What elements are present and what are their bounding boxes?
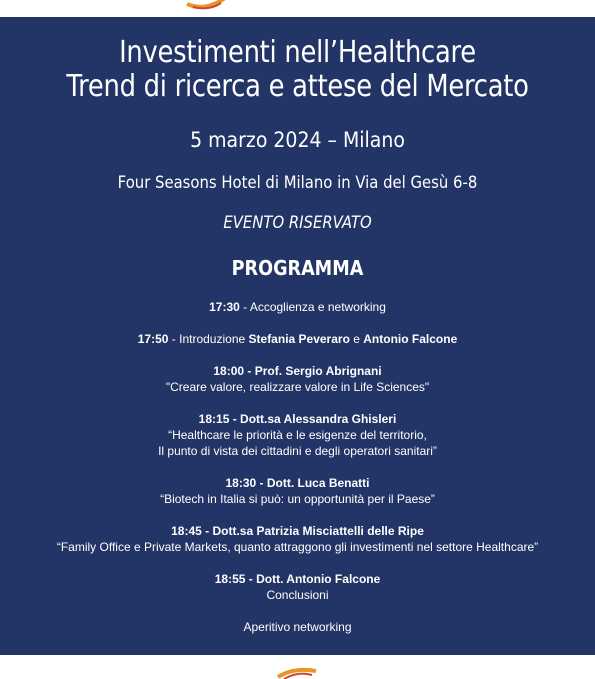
programme-item-6-detail: “Family Office e Private Markets, quanto attraggono gli investimenti nel settore Healthcare”	[56, 540, 539, 554]
programme-item-3-detail: "Creare valore, realizzare valore in Life Sciences"	[165, 380, 430, 394]
event-venue: Four Seasons Hotel di Milano in Via del Gesù 6-8	[117, 173, 478, 192]
logo-mark-top	[185, 0, 229, 10]
item-text: Introduzione	[179, 332, 249, 346]
programme-item-8: Aperitivo networking	[243, 620, 352, 634]
speaker-name: Stefania Peveraro	[248, 332, 350, 346]
item-text: Accoglienza e networking	[249, 300, 386, 314]
programme-item-5-heading: 18:30 - Dott. Luca Benatti	[225, 476, 370, 490]
programme-item-4-heading: 18:15 - Dott.sa Alessandra Ghisleri	[198, 412, 397, 426]
programme-item-6-heading: 18:45 - Dott.sa Patrizia Misciattelli delle Ripe	[171, 524, 424, 538]
programme-item-5-detail: “Biotech in Italia si può: un opportunità per il Paese”	[160, 492, 435, 506]
logo-mark-bottom	[272, 665, 322, 679]
event-title-line2: Trend di ricerca e attese del Mercato	[66, 69, 529, 104]
programme-item-3-heading: 18:00 - Prof. Sergio Abrignani	[213, 364, 382, 378]
programme-item-2: 17:50 - Introduzione Stefania Peveraro e Antonio Falcone	[137, 332, 458, 346]
programme-item-4-detail: Il punto di vista dei cittadini e degli operatori sanitari”	[158, 444, 437, 458]
programme-item-1: 17:30 - Accoglienza e networking	[209, 300, 386, 314]
programme-item-7-heading: 18:55 - Dott. Antonio Falcone	[214, 572, 381, 586]
speaker-name: Antonio Falcone	[363, 332, 458, 346]
programme-item-7-detail: Conclusioni	[266, 588, 329, 602]
event-panel	[0, 17, 595, 655]
item-time: 17:30	[209, 300, 240, 314]
top-strip	[0, 0, 595, 17]
event-reserved-label: EVENTO RISERVATO	[223, 213, 372, 232]
event-title-line1: Investimenti nell’Healthcare	[119, 35, 476, 70]
programme-item-4-detail: “Healthcare le priorità e le esigenze del territorio,	[168, 428, 427, 442]
programme-heading: PROGRAMMA	[231, 256, 364, 280]
event-date: 5 marzo 2024 – Milano	[190, 128, 405, 152]
item-time: 17:50	[137, 332, 169, 346]
